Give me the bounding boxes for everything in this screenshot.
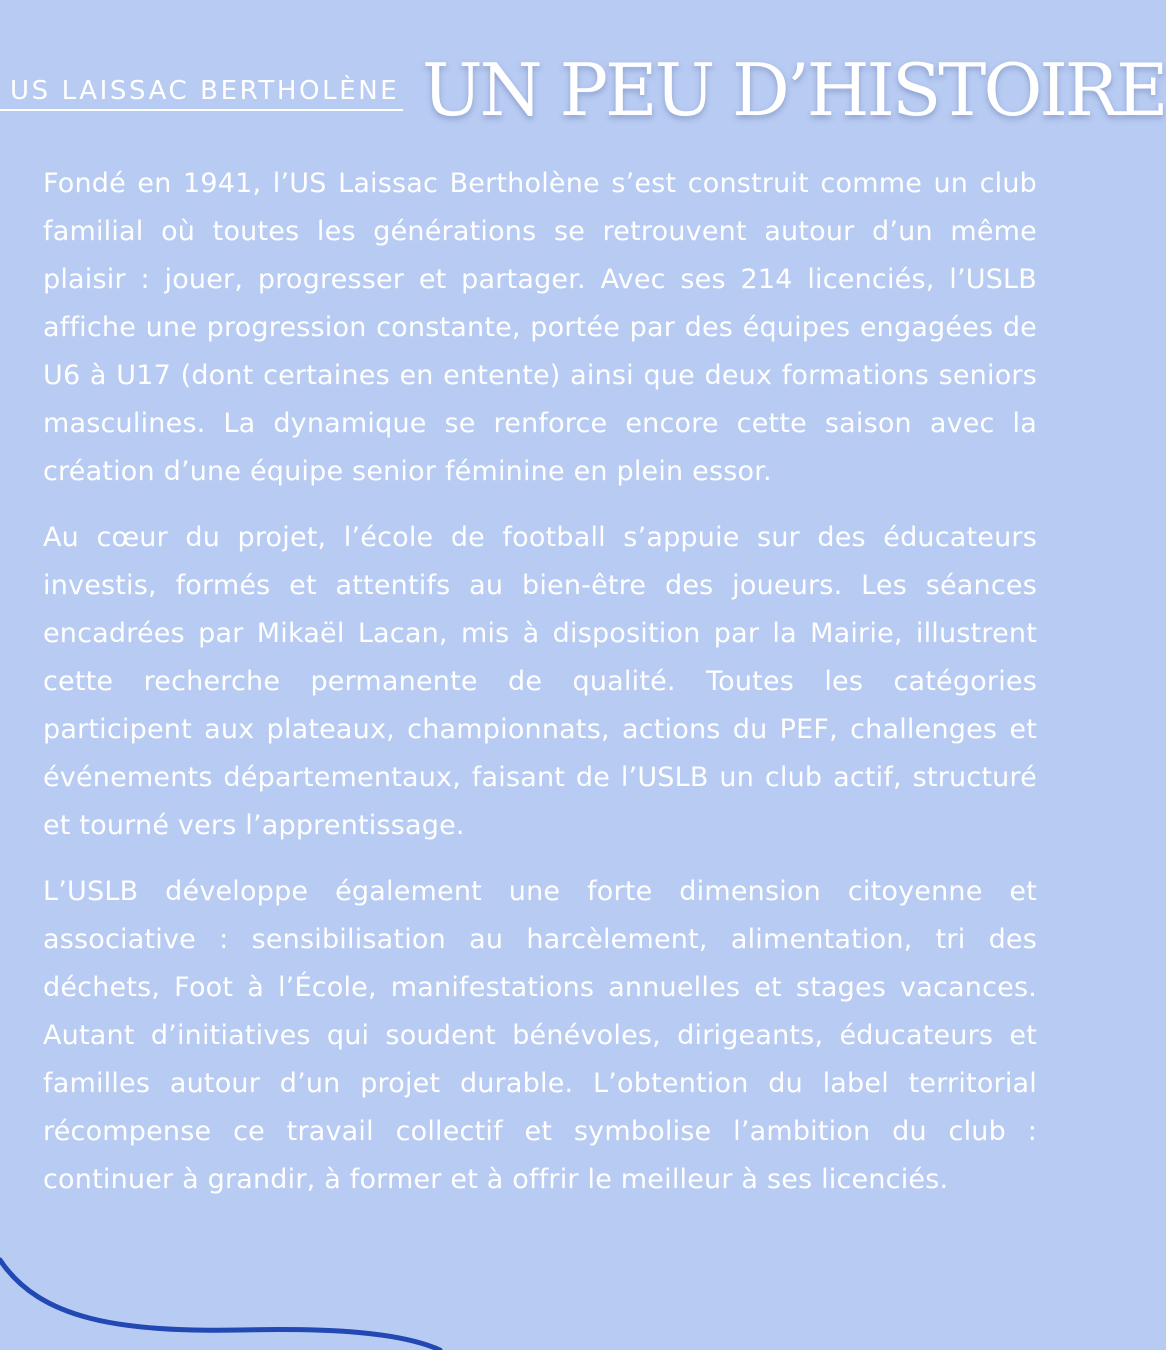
club-name: US LAISSAC BERTHOLÈNE (10, 76, 400, 106)
decorative-wave (0, 1250, 480, 1350)
paragraph-citizenship: L’USLB développe également une forte dimension citoyenne et associative : sensibilisation au harcèlement, alimentation, tri des déchets, Foot à l’École, manifestations annuelles et stages vacances. Autant d’initiatives qui soudent bénévoles, dirigeants, éducateurs et familles autour d’un projet durable. L’obtention du label territorial récompense ce travail collectif et symbolise l’ambition du club : continuer à grandir, à former et à offrir le meilleur à ses licenciés. (43, 876, 1037, 1195)
club-name-underline (0, 109, 403, 111)
paragraph-founding: Fondé en 1941, l’US Laissac Bertholène s’est construit comme un club familial où toutes les générations se retrouvent autour d’un même plaisir : jouer, progresser et partager. Avec ses 214 licenciés, l’USLB affiche une progression constante, portée par des équipes engagées de U6 à U17 (dont certaines en entente) ainsi que deux formations seniors masculines. La dynamique se renforce encore cette saison avec la création d’une équipe senior féminine en plein essor. (43, 168, 1037, 487)
paragraph-football-school: Au cœur du projet, l’école de football s’appuie sur des éducateurs investis, formés et attentifs au bien-être des joueurs. Les séances encadrées par Mikaël Lacan, mis à disposition par la Mairie, illustrent cette recherche permanente de qualité. Toutes les catégories participent aux plateaux, championnats, actions du PEF, challenges et événements départementaux, faisant de l’USLB un club actif, structuré et tourné vers l’apprentissage. (43, 522, 1037, 841)
header (0, 48, 1166, 138)
page-title: UN PEU D’HISTOIRE (422, 48, 1166, 132)
wave-line (0, 1260, 440, 1350)
history-text (43, 160, 1037, 1222)
